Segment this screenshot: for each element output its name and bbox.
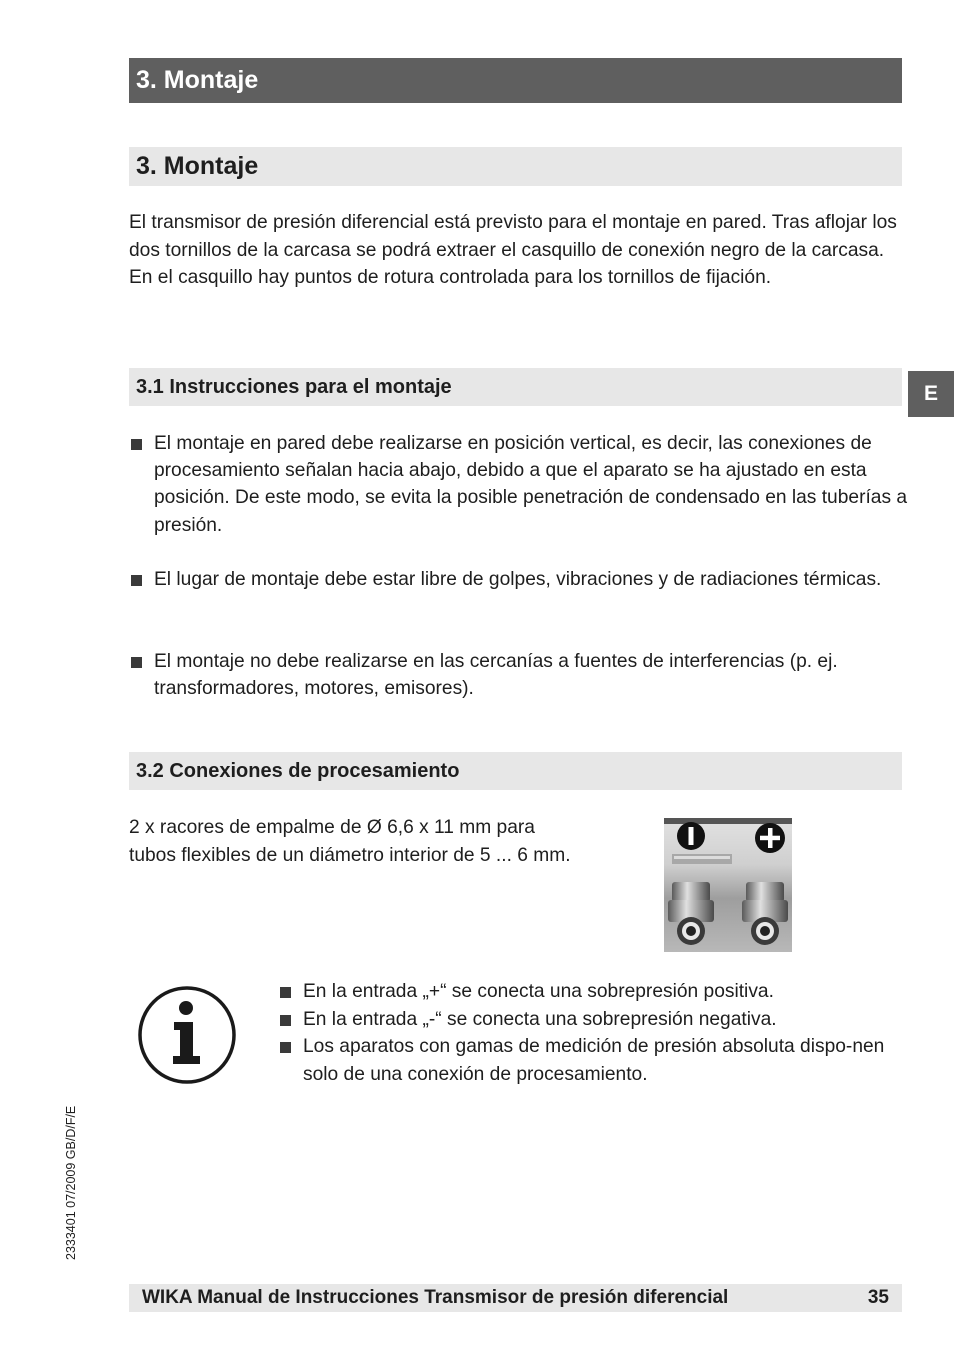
chapter-header: 3. Montaje [129, 58, 902, 103]
page-number: 35 [867, 1287, 889, 1308]
note-text: En la entrada „+“ se conecta una sobrepresión positiva. [303, 981, 774, 1002]
list-item [278, 1033, 908, 1088]
connectors-photo [664, 818, 792, 952]
note-list [278, 978, 908, 1088]
note-text: Los aparatos con gamas de medición de presión absoluta dispo-nen solo de una conexión de procesamiento. [303, 1036, 885, 1085]
bullet-square-icon [280, 1042, 291, 1053]
subsection-title-mounting: 3.1 Instrucciones para el montaje [129, 368, 902, 406]
connections-line-2: tubos flexibles de un diámetro interior de 5 ... 6 mm. [129, 844, 571, 866]
note-text: En la entrada „-“ se conecta una sobrepresión negativa. [303, 1008, 777, 1030]
intro-paragraph: El transmisor de presión diferencial está previsto para el montaje en pared. Tras aflojar los dos tornillos de la carcasa se podrá extraer el casquillo de conexión negro de la carcasa. En el casquillo hay puntos de rotura controlada para los tornillos de fijación. [129, 212, 897, 288]
bullet-square-icon [280, 1015, 291, 1026]
bullet-square-icon [280, 987, 291, 998]
list-item [129, 648, 909, 702]
connections-text [129, 814, 629, 869]
list-item-text: El lugar de montaje debe estar libre de golpes, vibraciones y de radiaciones térmicas. [154, 569, 882, 590]
page-footer [129, 1284, 902, 1312]
list-item-text: El montaje no debe realizarse en las cercanías a fuentes de interferencias (p. ej. transformadores, motores, emisores). [154, 651, 838, 700]
list-item-text: El montaje en pared debe realizarse en posición vertical, es decir, las conexiones de procesamiento señalan hacia abajo, debido a que el aparato se ha ajustado en esta posición. De este modo, se evita la posible penetración de condensado en las tuberías a presión. [154, 433, 908, 536]
info-icon [136, 984, 238, 1086]
list-item [278, 1006, 908, 1034]
document-code: 2333401 07/2009 GB/D/F/E [64, 1105, 78, 1260]
bullet-square-icon [131, 575, 142, 586]
list-item [129, 430, 909, 539]
subsection-title-connections: 3.2 Conexiones de procesamiento [129, 752, 902, 790]
language-tab[interactable]: E [908, 371, 954, 417]
section-title: 3. Montaje [129, 147, 902, 186]
list-item [129, 566, 909, 593]
list-item [278, 978, 908, 1006]
connections-line-1: 2 x racores de empalme de Ø 6,6 x 11 mm para [129, 817, 535, 838]
footer-title: WIKA Manual de Instrucciones Transmisor de presión diferencial [142, 1287, 729, 1308]
bullet-square-icon [131, 657, 142, 668]
bullet-square-icon [131, 439, 142, 450]
